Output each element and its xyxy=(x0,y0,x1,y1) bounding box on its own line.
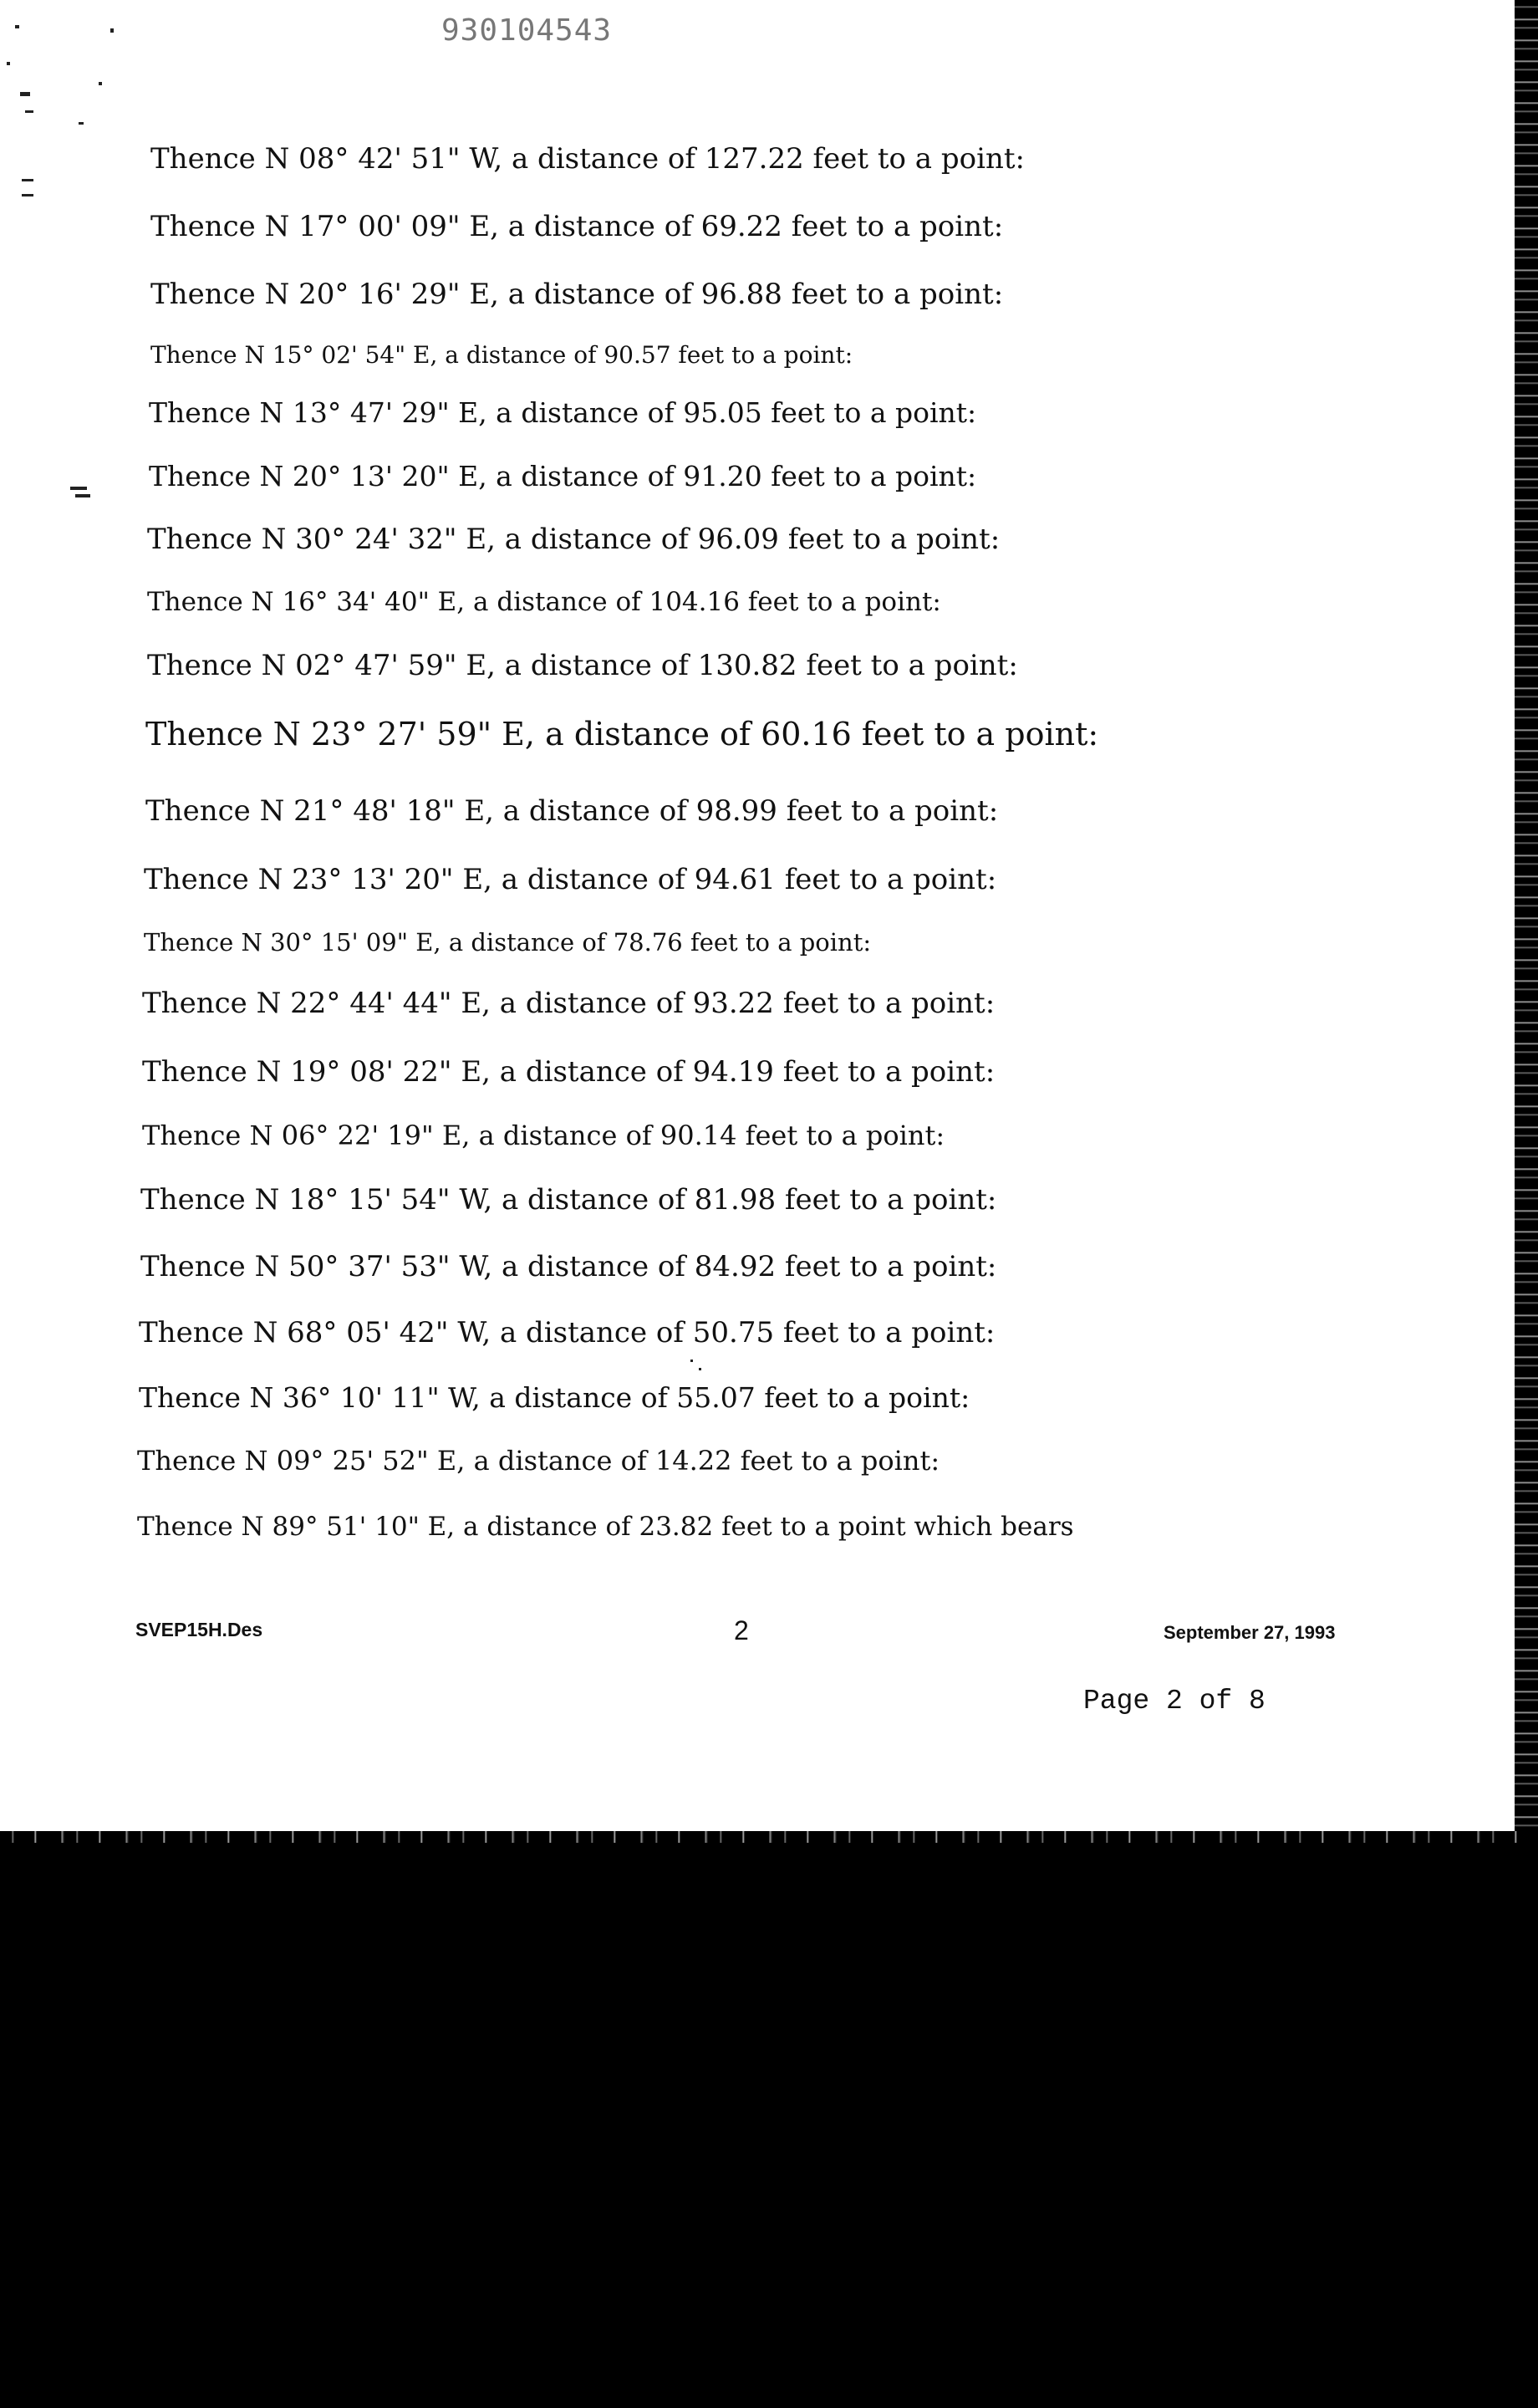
boundary-line-6: Thence N 20° 13' 20" E, a distance of 91.20 feet to a point: xyxy=(149,460,977,492)
scan-speck xyxy=(22,194,33,196)
boundary-line-13: Thence N 30° 15' 09" E, a distance of 78.76 feet to a point: xyxy=(144,928,872,957)
scan-speck xyxy=(690,1360,693,1362)
boundary-line-21: Thence N 09° 25' 52" E, a distance of 14.22 feet to a point: xyxy=(137,1445,940,1477)
scan-speck xyxy=(99,82,102,85)
page-count-stamp: Page 2 of 8 xyxy=(1083,1686,1266,1717)
scan-speck xyxy=(79,122,84,125)
boundary-line-14: Thence N 22° 44' 44" E, a distance of 93.22 feet to a point: xyxy=(142,987,996,1020)
boundary-line-19: Thence N 68° 05' 42" W, a distance of 50.75 feet to a point: xyxy=(139,1316,996,1349)
boundary-line-4: Thence N 15° 02' 54" E, a distance of 90.57 feet to a point: xyxy=(150,341,853,369)
boundary-line-1: Thence N 08° 42' 51" W, a distance of 127.22 feet to a point: xyxy=(150,142,1025,176)
boundary-line-7: Thence N 30° 24' 32" E, a distance of 96.09 feet to a point: xyxy=(147,523,1001,556)
boundary-line-15: Thence N 19° 08' 22" E, a distance of 94.19 feet to a point: xyxy=(142,1055,996,1089)
scan-speck xyxy=(22,179,33,181)
scan-speck xyxy=(20,92,30,96)
boundary-line-16: Thence N 06° 22' 19" E, a distance of 90.14 feet to a point: xyxy=(142,1120,945,1151)
boundary-line-12: Thence N 23° 13' 20" E, a distance of 94.61 feet to a point: xyxy=(144,863,997,896)
boundary-line-20: Thence N 36° 10' 11" W, a distance of 55.07 feet to a point: xyxy=(139,1381,970,1414)
document-id: 930104543 xyxy=(441,13,613,48)
scan-speck xyxy=(699,1368,701,1370)
scan-speck xyxy=(7,62,10,65)
scan-speck xyxy=(75,494,90,497)
boundary-line-5: Thence N 13° 47' 29" E, a distance of 95.05 feet to a point: xyxy=(149,396,977,429)
boundary-line-2: Thence N 17° 00' 09" E, a distance of 69.22 feet to a point: xyxy=(150,210,1004,243)
scan-speck xyxy=(70,487,87,490)
boundary-line-3: Thence N 20° 16' 29" E, a distance of 96.88 feet to a point: xyxy=(150,278,1004,311)
scan-speck xyxy=(110,28,114,33)
boundary-line-17: Thence N 18° 15' 54" W, a distance of 81.98 feet to a point: xyxy=(140,1183,997,1217)
boundary-line-11: Thence N 21° 48' 18" E, a distance of 98.99 feet to a point: xyxy=(145,794,999,828)
boundary-line-18: Thence N 50° 37' 53" W, a distance of 84.92 feet to a point: xyxy=(140,1250,997,1283)
boundary-line-8: Thence N 16° 34' 40" E, a distance of 104.16 feet to a point: xyxy=(147,587,941,617)
scan-edge-bottom xyxy=(0,1831,1538,1843)
boundary-line-10: Thence N 23° 27' 59" E, a distance of 60.16 feet to a point: xyxy=(145,716,1099,752)
scan-speck xyxy=(15,25,19,28)
footer-page-number: 2 xyxy=(734,1615,749,1645)
scan-edge-right xyxy=(1515,0,1538,1836)
boundary-line-9: Thence N 02° 47' 59" E, a distance of 130.82 feet to a point: xyxy=(147,649,1018,682)
scan-speck xyxy=(25,110,33,113)
footer-date: September 27, 1993 xyxy=(1164,1622,1336,1643)
boundary-line-22: Thence N 89° 51' 10" E, a distance of 23.82 feet to a point which bears xyxy=(137,1512,1074,1542)
footer-file-name: SVEP15H.Des xyxy=(135,1619,263,1640)
